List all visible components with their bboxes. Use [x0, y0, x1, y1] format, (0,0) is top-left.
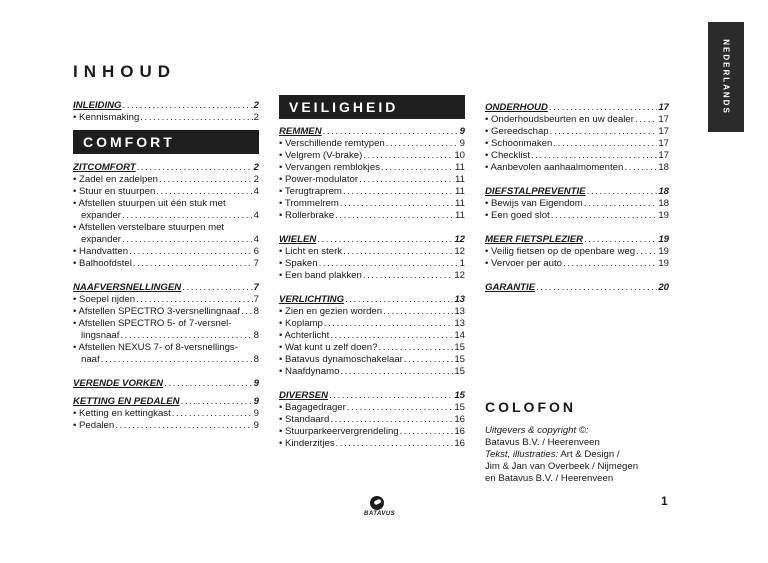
language-tab: [708, 22, 744, 132]
toc-entry-line[interactable]: • Afstellen SPECTRO 5- of 7-versnel-: [73, 318, 232, 329]
toc-entry[interactable]: • Rollerbrake ..... 11: [279, 210, 465, 222]
toc-heading-inleiding[interactable]: [73, 100, 259, 112]
toc-heading-naafversnellingen[interactable]: NAAFVERSNELLINGEN ..... 7: [73, 282, 259, 294]
colofon-text: [485, 425, 685, 485]
toc-entry-line[interactable]: • Afstellen NEXUS 7- of 8-versnellings-: [73, 342, 238, 353]
batavus-logo-icon: [370, 496, 384, 510]
toc-heading-verende-vorken[interactable]: VERENDE VORKEN ..... 9: [73, 378, 259, 390]
toc-entry[interactable]: • Handvatten ..... 6: [73, 246, 259, 258]
toc-column-3: [485, 102, 669, 294]
toc-entry[interactable]: • Aanbevolen aanhaalmomenten ..... 18: [485, 162, 669, 174]
batavus-logo: [364, 496, 398, 520]
toc-heading-verlichting[interactable]: VERLICHTING ..... 13: [279, 294, 465, 306]
toc-entry[interactable]: naaf ..... 8: [73, 354, 259, 366]
toc-entry[interactable]: • Kinderzitjes ..... 16: [279, 438, 465, 450]
colofon-text-value: Art & Design /: [558, 449, 620, 460]
toc-heading-title: INLEIDING: [73, 100, 122, 111]
toc-entry[interactable]: • Zadel en zadelpen ..... 2: [73, 174, 259, 186]
toc-entry[interactable]: • Verschillende remtypen ..... 9: [279, 138, 465, 150]
toc-entry[interactable]: • Stuur en stuurpen ..... 4: [73, 186, 259, 198]
toc-entry[interactable]: • Kennismaking ..... 2: [73, 112, 259, 124]
toc-entry[interactable]: • Power-modulator ..... 11: [279, 174, 465, 186]
toc-entry[interactable]: lingsnaaf ..... 8: [73, 330, 259, 342]
toc-heading-meer-fietsplezier[interactable]: MEER FIETSPLEZIER ..... 19: [485, 234, 669, 246]
toc-entry[interactable]: • Batavus dynamoschakelaar ..... 15: [279, 354, 465, 366]
toc-entry[interactable]: expander ..... 4: [73, 210, 259, 222]
page-title: INHOUD: [73, 62, 177, 81]
language-label: NEDERLANDS: [721, 39, 731, 115]
toc-entry[interactable]: • Gereedschap ..... 17: [485, 126, 669, 138]
toc-heading-zitcomfort[interactable]: ZITCOMFORT ..... 2: [73, 162, 259, 174]
toc-entry[interactable]: • Trommelrem ..... 11: [279, 198, 465, 210]
toc-heading-remmen[interactable]: REMMEN ..... 9: [279, 126, 465, 138]
toc-entry[interactable]: • Balhoofdstel ..... 7: [73, 258, 259, 270]
toc-entry[interactable]: • Een goed slot ..... 19: [485, 210, 669, 222]
page-number: 1: [661, 494, 668, 508]
toc-entry[interactable]: • Pedalen ..... 9: [73, 420, 259, 432]
toc-entry[interactable]: • Wat kunt u zelf doen? ..... 15: [279, 342, 465, 354]
toc-heading-wielen[interactable]: WIELEN ..... 12: [279, 234, 465, 246]
toc-entry[interactable]: • Bewijs van Eigendom ..... 18: [485, 198, 669, 210]
section-header-veiligheid: VEILIGHEID: [279, 95, 465, 119]
batavus-logo-text: BATAVUS: [364, 511, 396, 517]
toc-entry[interactable]: • Bagagedrager ..... 15: [279, 402, 465, 414]
toc-entry[interactable]: • Onderhoudsbeurten en uw dealer ..... 17: [485, 114, 669, 126]
toc-entry[interactable]: • Zien en gezien worden ..... 13: [279, 306, 465, 318]
toc-column-1: [73, 100, 259, 432]
toc-column-2: [279, 126, 465, 450]
colofon-authors: Jim & Jan van Overbeek / Nijmegen: [485, 461, 639, 472]
toc-entry[interactable]: • Stuurparkeervergrendeling ..... 16: [279, 426, 465, 438]
toc-entry[interactable]: • Een band plakken ..... 12: [279, 270, 465, 282]
toc-entry[interactable]: • Standaard ..... 16: [279, 414, 465, 426]
toc-entry[interactable]: • Vervangen remblokjes ..... 11: [279, 162, 465, 174]
toc-entry[interactable]: • Veilig fietsen op de openbare weg ..... 19: [485, 246, 669, 258]
toc-entry[interactable]: • Spaken ..... 1: [279, 258, 465, 270]
colofon-authors-2: en Batavus B.V. / Heerenveen: [485, 473, 614, 484]
section-header-comfort: COMFORT: [73, 130, 259, 154]
toc-entry[interactable]: • Naafdynamo ..... 15: [279, 366, 465, 378]
colofon-text-label: Tekst, illustraties:: [485, 449, 559, 460]
toc-heading-diefstalpreventie[interactable]: DIEFSTALPREVENTIE ..... 18: [485, 186, 669, 198]
toc-entry[interactable]: • Schoonmaken ..... 17: [485, 138, 669, 150]
toc-entry[interactable]: • Checklist ..... 17: [485, 150, 669, 162]
colofon-publisher: Batavus B.V. / Heerenveen: [485, 437, 600, 448]
toc-entry[interactable]: • Terugtraprem ..... 11: [279, 186, 465, 198]
toc-entry[interactable]: • Ketting en kettingkast ..... 9: [73, 408, 259, 420]
toc-entry[interactable]: • Vervoer per auto ..... 19: [485, 258, 669, 270]
toc-entry[interactable]: • Achterlicht ..... 14: [279, 330, 465, 342]
colofon-copyright-label: Uitgevers & copyright ©:: [485, 425, 589, 436]
toc-heading-garantie[interactable]: GARANTIE ..... 20: [485, 282, 669, 294]
colofon-title: COLOFON: [485, 399, 576, 415]
toc-entry[interactable]: • Velgrem (V-brake) ..... 10: [279, 150, 465, 162]
toc-entry[interactable]: • Afstellen SPECTRO 3-versnellingnaaf ..... 8: [73, 306, 259, 318]
toc-heading-ketting-en-pedalen[interactable]: KETTING EN PEDALEN ..... 9: [73, 396, 259, 408]
toc-page: 2: [253, 100, 259, 111]
toc-entry[interactable]: • Licht en sterk ..... 12: [279, 246, 465, 258]
toc-heading-diversen[interactable]: DIVERSEN ..... 15: [279, 390, 465, 402]
toc-entry-line[interactable]: • Afstellen stuurpen uit één stuk met: [73, 198, 226, 209]
toc-entry[interactable]: • Soepel rijden ..... 7: [73, 294, 259, 306]
toc-entry[interactable]: • Koplamp ..... 13: [279, 318, 465, 330]
toc-entry[interactable]: expander ..... 4: [73, 234, 259, 246]
toc-entry-line[interactable]: • Afstellen verstelbare stuurpen met: [73, 222, 225, 233]
toc-heading-onderhoud[interactable]: ONDERHOUD ..... 17: [485, 102, 669, 114]
